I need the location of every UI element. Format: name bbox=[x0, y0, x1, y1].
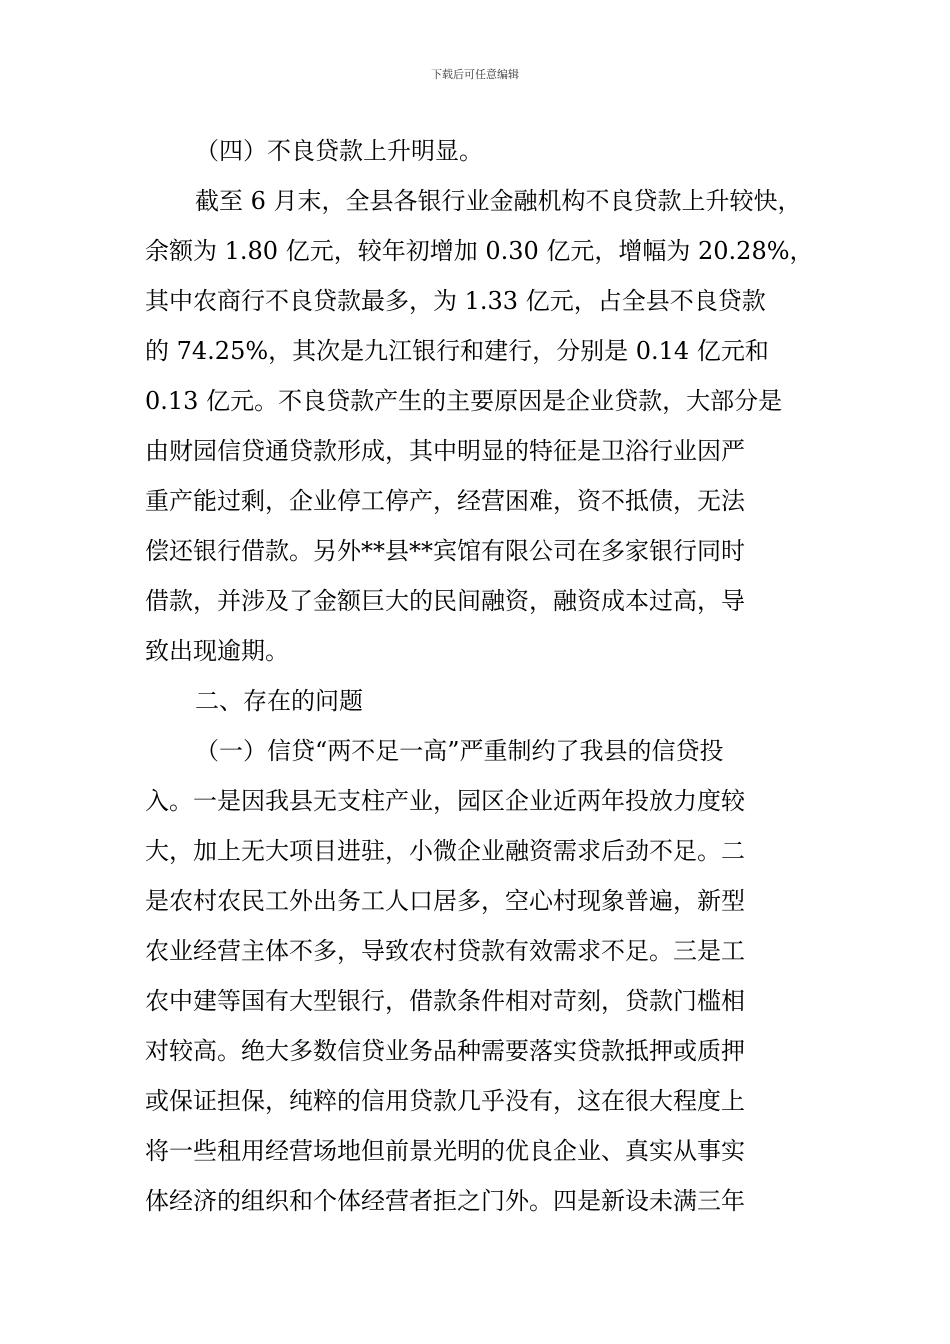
section-heading: 二、存在的问题 bbox=[195, 687, 363, 715]
paragraph-line: 入。一是因我县无支柱产业，园区企业近两年投放力度较 bbox=[145, 787, 745, 815]
paragraph-line: 偿还银行借款。另外**县**宾馆有限公司在多家银行同时 bbox=[145, 537, 745, 565]
paragraph-line: 体经济的组织和个体经营者拒之门外。四是新设未满三年 bbox=[145, 1187, 745, 1215]
paragraph-line: 大，加上无大项目进驻，小微企业融资需求后劲不足。二 bbox=[145, 837, 745, 865]
paragraph-line: 是农村农民工外出务工人口居多，空心村现象普遍，新型 bbox=[145, 887, 745, 915]
paragraph-line: 0.13 亿元。不良贷款产生的主要原因是企业贷款，大部分是 bbox=[145, 387, 783, 415]
paragraph-line: 或保证担保，纯粹的信用贷款几乎没有，这在很大程度上 bbox=[145, 1087, 745, 1115]
paragraph-line: 的 74.25%，其次是九江银行和建行，分别是 0.14 亿元和 bbox=[145, 337, 769, 365]
paragraph-line: 截至 6 月末，全县各银行业金融机构不良贷款上升较快， bbox=[195, 187, 802, 215]
paragraph-line: 由财园信贷通贷款形成，其中明显的特征是卫浴行业因严 bbox=[145, 437, 745, 465]
paragraph-line: 重产能过剩，企业停工停产，经营困难，资不抵债，无法 bbox=[145, 487, 745, 515]
paragraph-line: 农业经营主体不多，导致农村贷款有效需求不足。三是工 bbox=[145, 937, 745, 965]
page-header: 下载后可任意编辑 bbox=[431, 68, 519, 81]
paragraph-line: 借款，并涉及了金额巨大的民间融资，融资成本过高，导 bbox=[145, 587, 745, 615]
paragraph-line: 将一些租用经营场地但前景光明的优良企业、真实从事实 bbox=[145, 1137, 745, 1165]
paragraph-line: 致出现逾期。 bbox=[145, 637, 289, 665]
paragraph-line: 其中农商行不良贷款最多，为 1.33 亿元，占全县不良贷款 bbox=[145, 287, 766, 315]
section-heading: （四）不良贷款上升明显。 bbox=[195, 137, 483, 165]
paragraph-line: （一）信贷“两不足一高”严重制约了我县的信贷投 bbox=[195, 737, 724, 765]
paragraph-line: 对较高。绝大多数信贷业务品种需要落实贷款抵押或质押 bbox=[145, 1037, 745, 1065]
paragraph-line: 农中建等国有大型银行，借款条件相对苛刻，贷款门槛相 bbox=[145, 987, 745, 1015]
paragraph-line: 余额为 1.80 亿元，较年初增加 0.30 亿元，增幅为 20.28%， bbox=[145, 237, 814, 265]
